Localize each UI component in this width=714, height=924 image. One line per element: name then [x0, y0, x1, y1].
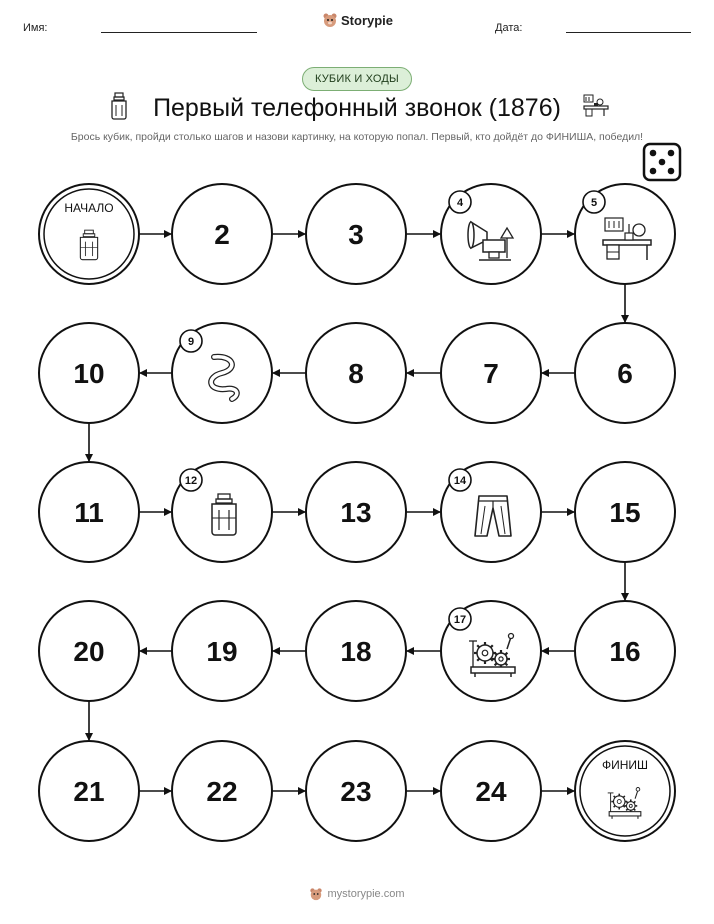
board-cell-23: [306, 741, 406, 841]
cell-number: 20: [73, 636, 105, 667]
board-cell-11: [39, 462, 139, 562]
board-cell-18: [306, 601, 406, 701]
cell-number: 18: [340, 636, 372, 667]
board-cell-21: [39, 741, 139, 841]
cell-number: 21: [73, 776, 105, 807]
cell-number: 3: [348, 219, 364, 250]
cell-number: 12: [184, 475, 198, 487]
cell-number: 7: [483, 358, 499, 389]
date-label: Дата:: [495, 22, 523, 34]
board-cell-15: [575, 462, 675, 562]
board-cell-24: [441, 741, 541, 841]
board-cell-4: [441, 184, 541, 284]
board-cell-8: [306, 323, 406, 423]
board-cell-5: [575, 184, 675, 284]
cell-number: 15: [609, 497, 641, 528]
cell-circle: [575, 741, 675, 841]
board-cell-25: [575, 741, 675, 841]
bear-mascot-icon: [309, 887, 323, 901]
cell-number: 2: [214, 219, 230, 250]
board-cell-13: [306, 462, 406, 562]
cell-number: 16: [609, 636, 641, 667]
finish-label: ФИНИШ: [601, 758, 649, 772]
cell-number: 8: [348, 358, 364, 389]
board-cell-3: [306, 184, 406, 284]
board-cell-16: [575, 601, 675, 701]
footer: [0, 887, 714, 901]
board-cell-17: [441, 601, 541, 701]
cell-number: 10: [73, 358, 105, 389]
board-cell-19: [172, 601, 272, 701]
name-label: Имя:: [23, 22, 48, 34]
cell-number: 13: [340, 497, 372, 528]
board-cell-6: [575, 323, 675, 423]
board-cell-14: [441, 462, 541, 562]
cell-number: 6: [617, 358, 633, 389]
board-cell-12: [172, 462, 272, 562]
cell-number: 22: [206, 776, 238, 807]
cell-number: 17: [453, 614, 467, 626]
cell-number: 11: [74, 497, 104, 528]
start-label: НАЧАЛО: [64, 201, 114, 215]
instructions-text: Брось кубик, пройди столько шагов и назови картинку, на которую попал. Первый, кто дойдёт до ФИНИША, победил!: [70, 131, 644, 143]
cell-number: 23: [340, 776, 372, 807]
cell-number: 19: [206, 636, 238, 667]
board-cell-7: [441, 323, 541, 423]
board-cell-20: [39, 601, 139, 701]
game-type-badge: КУБИК И ХОДЫ: [302, 67, 412, 91]
footer-url: mystorypie.com: [327, 888, 405, 900]
board-cell-2: [172, 184, 272, 284]
cell-number: 14: [453, 475, 467, 487]
board-cell-9: [172, 323, 272, 423]
cell-number: 5: [590, 197, 598, 209]
board-cell-10: [39, 323, 139, 423]
board-cell-22: [172, 741, 272, 841]
cell-number: 9: [187, 336, 195, 348]
page-title: Первый телефонный звонок (1876): [153, 94, 561, 122]
cell-number: 24: [475, 776, 507, 807]
brand-name: Storypie: [341, 12, 394, 28]
board-cell-1: [39, 184, 139, 284]
cell-number: 4: [456, 197, 464, 209]
